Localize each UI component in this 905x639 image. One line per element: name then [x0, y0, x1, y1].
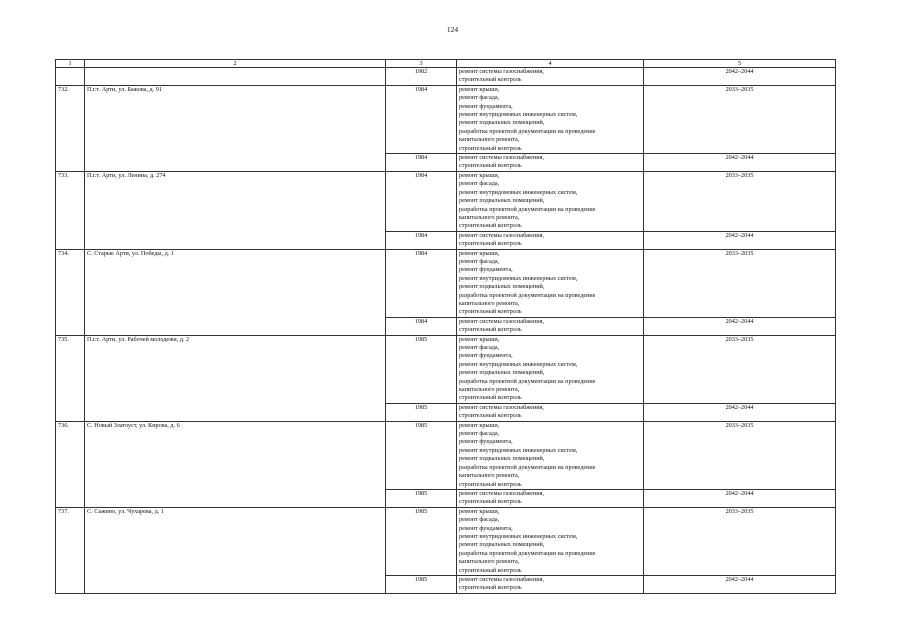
header-col-1: 1 [56, 60, 85, 68]
page-number: 124 [446, 25, 459, 34]
work-item: строительный контроль [459, 566, 522, 574]
year-cell: 1984 [386, 154, 457, 172]
work-item: ремонт системы газоснабжения, [459, 154, 544, 162]
year-cell: 1985 [386, 489, 457, 507]
work-item: строительный контроль [459, 240, 522, 248]
work-item: ремонт фундамента, [459, 352, 513, 360]
address-cell: С. Сажино, ул. Чухарева, д. 1 [85, 507, 386, 593]
year-cell: 1985 [386, 575, 457, 593]
work-item: строительный контроль [459, 412, 522, 420]
year-cell: 1985 [386, 507, 457, 575]
work-item: ремонт подвальных помещений, [459, 119, 545, 127]
header-col-4: 4 [457, 60, 644, 68]
work-item: ремонт подвальных помещений, [459, 541, 545, 549]
work-item: строительный контроль [459, 308, 522, 316]
work-item: ремонт фундамента, [459, 438, 513, 446]
year-cell: 1982 [386, 68, 457, 86]
work-item: ремонт подвальных помещений, [459, 283, 545, 291]
work-item: ремонт фундамента, [459, 524, 513, 532]
period-cell: 2042–2044 [644, 68, 836, 86]
works-cell [457, 85, 644, 153]
row-number: 734. [56, 249, 85, 335]
year-cell: 1984 [386, 317, 457, 335]
work-item: ремонт фасада, [459, 516, 500, 524]
header-col-3: 3 [386, 60, 457, 68]
table-body [56, 68, 836, 594]
address-cell: П.г.т. Арти, ул. Рабочей молодежи, д. 2 [85, 335, 386, 421]
row-number: 732. [56, 85, 85, 171]
work-item: строительный контроль [459, 584, 522, 592]
work-item: ремонт крыши, [459, 335, 500, 343]
works-cell [457, 249, 644, 317]
table-row [56, 171, 836, 231]
period-cell: 2033–2035 [644, 171, 836, 231]
header-row [56, 60, 836, 68]
work-item: капитального ремонта, [459, 299, 520, 307]
work-item: ремонт крыши, [459, 249, 500, 257]
period-cell: 2042–2044 [644, 489, 836, 507]
work-item: ремонт крыши, [459, 421, 500, 429]
address-cell [85, 68, 386, 86]
period-cell: 2042–2044 [644, 317, 836, 335]
work-item: ремонт системы газоснабжения, [459, 231, 544, 239]
work-item: ремонт подвальных помещений, [459, 369, 545, 377]
work-item: строительный контроль [459, 498, 522, 506]
table-row [56, 507, 836, 575]
work-item: ремонт внутридомовых инженерных систем, [459, 360, 578, 368]
period-cell: 2042–2044 [644, 403, 836, 421]
row-number: 733. [56, 171, 85, 249]
work-item: капитального ремонта, [459, 386, 520, 394]
period-cell: 2033–2035 [644, 335, 836, 403]
work-item: ремонт внутридомовых инженерных систем, [459, 274, 578, 282]
work-item: ремонт внутридомовых инженерных систем, [459, 188, 578, 196]
year-cell: 1984 [386, 249, 457, 317]
work-item: ремонт фасада, [459, 344, 500, 351]
work-item: ремонт крыши, [459, 171, 500, 179]
work-item: строительный контроль [459, 222, 522, 230]
work-item: ремонт системы газоснабжения, [459, 68, 544, 75]
work-item: строительный контроль [459, 326, 522, 334]
work-item: ремонт крыши, [459, 85, 500, 93]
period-cell: 2042–2044 [644, 575, 836, 593]
table-row [56, 335, 836, 403]
row-number: 736. [56, 421, 85, 507]
work-item: разработка проектной документации на проведение [459, 205, 596, 213]
row-number [56, 68, 85, 86]
works-cell [457, 154, 644, 172]
row-number: 735. [56, 335, 85, 421]
work-item: ремонт внутридомовых инженерных систем, [459, 446, 578, 454]
work-item: ремонт фундамента, [459, 102, 513, 110]
work-item: ремонт фасада, [459, 257, 500, 265]
work-item: строительный контроль [459, 76, 522, 84]
year-cell: 1985 [386, 335, 457, 403]
work-item: ремонт подвальных помещений, [459, 197, 545, 205]
work-item: капитального ремонта, [459, 472, 520, 480]
work-item: строительный контроль [459, 394, 522, 402]
work-item: строительный контроль [459, 144, 522, 152]
work-item: ремонт внутридомовых инженерных систем, [459, 111, 578, 119]
works-cell [457, 171, 644, 231]
works-cell [457, 507, 644, 575]
works-cell [457, 421, 644, 489]
work-item: строительный контроль [459, 480, 522, 488]
work-item: ремонт системы газоснабжения, [459, 489, 544, 497]
period-cell: 2042–2044 [644, 231, 836, 249]
year-cell: 1984 [386, 171, 457, 231]
work-item: разработка проектной документации на проведение [459, 549, 596, 557]
works-cell [457, 403, 644, 421]
address-cell: С. Новый Златоуст, ул. Кирова, д. 6 [85, 421, 386, 507]
work-item: капитального ремонта, [459, 213, 520, 221]
work-item: разработка проектной документации на проведение [459, 291, 596, 299]
works-cell [457, 231, 644, 249]
table-row [56, 249, 836, 317]
address-cell: С. Старые Арти, ул. Победы, д. 1 [85, 249, 386, 335]
table-row [56, 421, 836, 489]
work-item: ремонт системы газоснабжения, [459, 575, 544, 583]
work-item: разработка проектной документации на проведение [459, 463, 596, 471]
period-cell: 2033–2035 [644, 421, 836, 489]
work-item: ремонт крыши, [459, 507, 500, 515]
table-row [56, 85, 836, 153]
header-col-2: 2 [85, 60, 386, 68]
work-item: ремонт фундамента, [459, 266, 513, 274]
period-cell: 2033–2035 [644, 507, 836, 575]
year-cell: 1984 [386, 85, 457, 153]
work-item: ремонт фасада, [459, 180, 500, 188]
row-number: 737. [56, 507, 85, 593]
period-cell: 2042–2044 [644, 154, 836, 172]
period-cell: 2033–2035 [644, 85, 836, 153]
work-item: строительный контроль [459, 162, 522, 170]
year-cell: 1984 [386, 231, 457, 249]
work-item: ремонт подвальных помещений, [459, 455, 545, 463]
work-item: ремонт внутридомовых инженерных систем, [459, 532, 578, 540]
work-item: разработка проектной документации на проведение [459, 127, 596, 135]
address-cell: П.г.т. Арти, ул. Ленина, д. 274 [85, 171, 386, 249]
year-cell: 1985 [386, 403, 457, 421]
work-item: ремонт фасада, [459, 430, 500, 438]
works-cell [457, 317, 644, 335]
work-item: капитального ремонта, [459, 136, 520, 144]
table-row [56, 68, 836, 86]
works-cell [457, 575, 644, 593]
work-item: ремонт фасада, [459, 94, 500, 102]
year-cell: 1985 [386, 421, 457, 489]
work-item: капитального ремонта, [459, 558, 520, 566]
works-cell [457, 68, 644, 86]
works-cell [457, 335, 644, 403]
repair-schedule-table [55, 59, 836, 594]
work-item: ремонт системы газоснабжения, [459, 317, 544, 325]
work-item: разработка проектной документации на проведение [459, 377, 596, 385]
work-item: ремонт системы газоснабжения, [459, 403, 544, 411]
header-col-5: 5 [644, 60, 836, 68]
works-cell [457, 489, 644, 507]
period-cell: 2033–2035 [644, 249, 836, 317]
address-cell: П.г.т. Арти, ул. Бажова, д. 91 [85, 85, 386, 171]
